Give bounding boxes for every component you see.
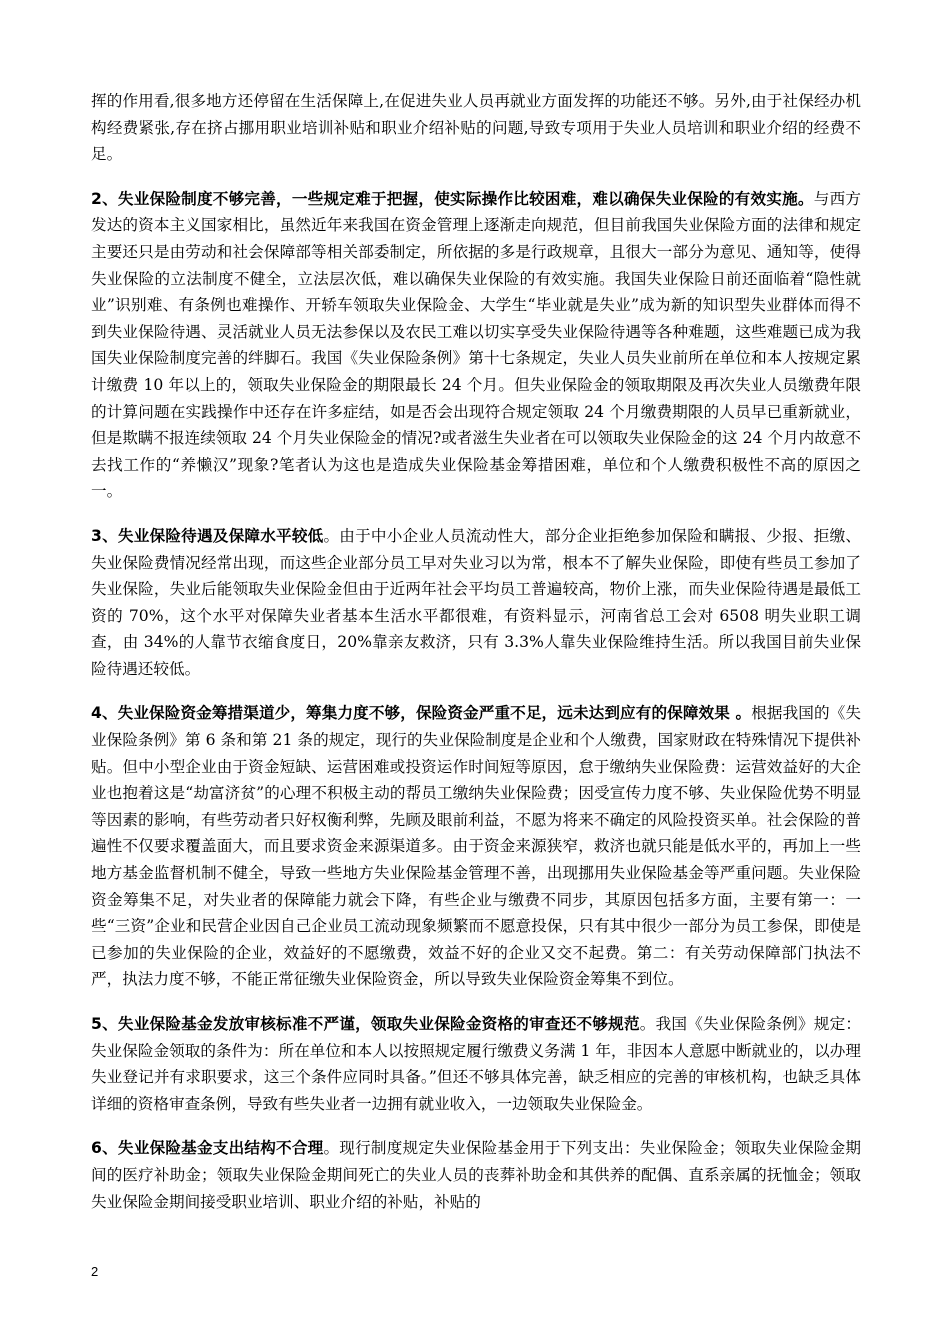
paragraph-5 [91,1011,861,1117]
paragraph-heading: 3、失业保险待遇及保障水平较低 [91,526,324,545]
paragraph-4 [91,700,861,993]
paragraph-text: 。现行制度规定失业保险基金用于下列支出：失业保险金；领取失业保险金期间的医疗补助金；领取失业保险金期间死亡的失业人员的丧葬补助金和其供养的配偶、直系亲属的抚恤金；领取失业保险金期间接受职业培训、职业介绍的补贴，补贴的 [91,1139,861,1211]
paragraph-2 [91,186,861,505]
paragraph-text: 。我国《失业保险条例》规定：失业保险金领取的条件为：所在单位和本人以按照规定履行缴费义务满 1 年，非因本人意愿中断就业的，以办理失业登记并有求职要求，这三个条件应同时具备。”但还不够具体完善，缺乏相应的完善的审核机构，也缺乏具体详细的资格审查条例，导致有些失业者一边拥有就业收入，一边领取失业保险金。 [91,1015,861,1113]
paragraph-text: 根据我国的《失业保险条例》第 6 条和第 21 条的规定，现行的失业保险制度是企业和个人缴费，国家财政在特殊情况下提供补贴。但中小型企业由于资金短缺、运营困难或投资运作时间短等原因，怠于缴纳失业保险费：运营效益好的大企业也抱着这是“劫富济贫”的心理不积极主动的帮员工缴纳失业保险费；因受宣传力度不够、失业保险优势不明显等因素的影响，有些劳动者只好权衡利弊，先顾及眼前利益，不愿为将来不确定的风险投资买单。社会保险的普遍性不仅要求覆盖面大，而且要求资金来源渠道多。由于资金来源狭窄，救济也就只能是低水平的，再加上一些地方基金监督机制不健全，导致一些地方失业保险基金管理不善，出现挪用失业保险基金等严重问题。失业保险资金筹集不足，对失业者的保障能力就会下降，有些企业与缴费不同步，其原因包括多方面，主要有第一：一些“三资”企业和民营企业因自己企业员工流动现象频繁而不愿意投保，只有其中很少一部分为员工参保，即使是已参加的失业保险的企业，效益好的不愿缴费，效益不好的企业又交不起费。第二：有关劳动保障部门执法不严，执法力度不够，不能正常征缴失业保险资金，所以导致失业保险资金筹集不到位。 [91,704,861,989]
paragraph-heading: 5、失业保险基金发放审核标准不严谨，领取失业保险金资格的审查还不够规范 [91,1015,640,1033]
paragraph-intro [91,88,861,168]
paragraph-text: 。由于中小企业人员流动性大，部分企业拒绝参加保险和瞒报、少报、拒缴、失业保险费情况经常出现，而这些企业部分员工早对失业习以为常，根本不了解失业保险，即使有些员工参加了失业保险，失业后能领取失业保险金但由于近两年社会平均员工普遍较高，物价上涨，而失业保险待遇是最低工资的 70%，这个水平对保障失业者基本生活水平都很难，有资料显示，河南省总工会对 6508 明失业职工调查，由 34%的人靠节衣缩食度日，20%靠亲友救济，只有 3.3%人靠失业保险维持生活。所以我国目前失业保险待遇还较低。 [91,526,861,678]
paragraph-text: 与西方发达的资本主义国家相比，虽然近年来我国在资金管理上逐渐走向规范，但目前我国失业保险方面的法律和规定主要还只是由劳动和社会保障部等相关部委制定，所依据的多是行政规章，且很大一部分为意见、通知等，使得失业保险的立法制度不健全，立法层次低，难以确保失业保险的有效实施。我国失业保险日前还面临着“隐性就业”识别难、有条例也难操作、开轿车领取失业保险金、大学生“毕业就是失业”成为新的知识型失业群体而得不到失业保险待遇、灵活就业人员无法参保以及农民工难以切实享受失业保险待遇等各种难题，这些难题已成为我国失业保险制度完善的绊脚石。我国《失业保险条例》第十七条规定，失业人员失业前所在单位和本人按规定累计缴费 10 年以上的，领取失业保险金的期限最长 24 个月。但失业保险金的领取期限及再次失业人员缴费年限的计算问题在实践操作中还存在许多症结，如是否会出现符合规定领取 24 个月缴费期限的人员早已重新就业，但是欺瞒不报连续领取 24 个月失业保险金的情况?或者滋生失业者在可以领取失业保险金的这 24 个月内故意不去找工作的“养懒汉”现象?笔者认为这也是造成失业保险基金筹措困难，单位和个人缴费积极性不高的原因之一。 [91,189,861,501]
paragraph-text: 挥的作用看,很多地方还停留在生活保障上,在促进失业人员再就业方面发挥的功能还不够。另外,由于社保经办机构经费紧张,存在挤占挪用职业培训补贴和职业介绍补贴的问题,导致专项用于失业人员培训和职业介绍的经费不足。 [91,92,861,164]
paragraph-6 [91,1135,861,1215]
paragraph-3 [91,523,861,683]
document-body [91,88,861,1215]
page-number: 2 [91,1264,99,1279]
paragraph-heading: 6、失业保险基金支出结构不合理 [91,1139,324,1158]
paragraph-heading: 2、失业保险制度不够完善，一些规定难于把握，使实际操作比较困难，难以确保失业保险的有效实施。 [91,189,814,208]
paragraph-heading: 4、失业保险资金筹措渠道少，筹集力度不够，保险资金严重不足，远未达到应有的保障效果 。 [91,704,752,723]
